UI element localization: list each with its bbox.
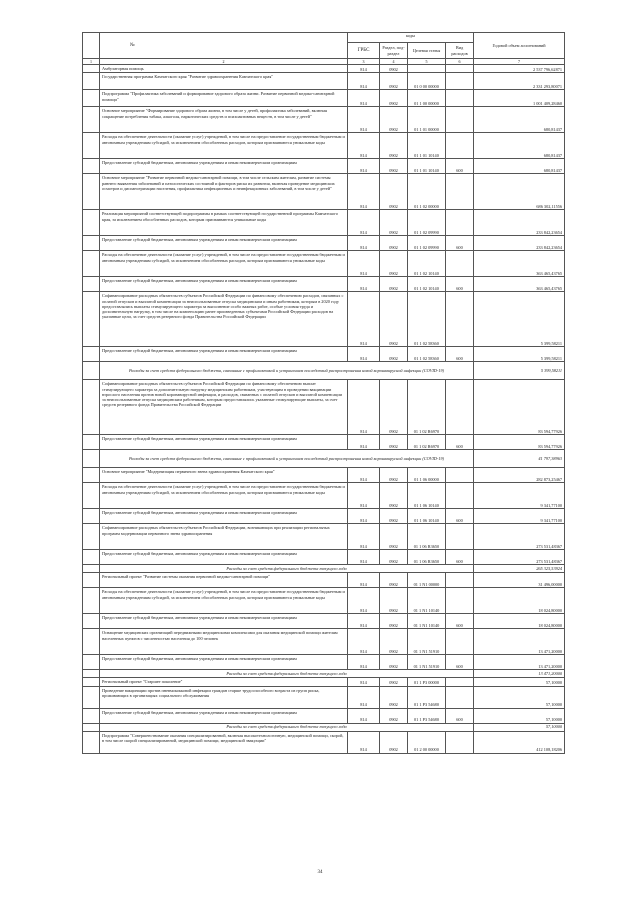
row-exp-type bbox=[446, 678, 474, 686]
row-amount: 233 842,23654 bbox=[474, 236, 565, 251]
row-grbs: 814 bbox=[348, 292, 380, 347]
note-row bbox=[83, 565, 565, 573]
row-num-cell bbox=[83, 686, 100, 708]
row-exp-type: 600 bbox=[446, 509, 474, 524]
row-exp-type: 600 bbox=[446, 159, 474, 174]
row-num-cell bbox=[83, 277, 100, 292]
row-amount: 9 341,77100 bbox=[474, 509, 565, 524]
row-amount: 5 399,58211 bbox=[474, 347, 565, 362]
row-target: 01 1 00 00000 bbox=[408, 90, 446, 107]
table-row bbox=[83, 629, 565, 655]
row-num-cell bbox=[83, 73, 100, 90]
header-grbs: ГРБС bbox=[348, 43, 380, 59]
note-text: Расходы за счет средств федерального бюджета текущего года bbox=[100, 670, 474, 678]
row-name: Предоставление субсидий бюджетным, автономным учреждениям и иным некоммерческим организациям bbox=[100, 655, 348, 670]
row-section: 0902 bbox=[380, 524, 408, 550]
column-index: 7 bbox=[474, 59, 565, 65]
row-target: 01 1 02 09990 bbox=[408, 210, 446, 236]
row-exp-type: 600 bbox=[446, 347, 474, 362]
row-grbs: 814 bbox=[348, 708, 380, 723]
note-amount: 265 325,53924 bbox=[474, 565, 565, 573]
row-target: 01 1 02 R6970 bbox=[408, 435, 446, 450]
row-grbs: 814 bbox=[348, 524, 380, 550]
row-name: Основное мероприятие "Формирование здорового образа жизни, в том числе у детей, профилактика заболеваний, включая сокращение потребления табака, алкоголя, наркотических средств и психоактивных веществ, в том числе у детей" bbox=[100, 107, 348, 133]
row-grbs: 814 bbox=[348, 65, 380, 73]
column-index: 3 bbox=[348, 59, 380, 65]
row-name: Предоставление субсидий бюджетным, автономным учреждениям и иным некоммерческим организациям bbox=[100, 347, 348, 362]
row-section: 0902 bbox=[380, 708, 408, 723]
row-num-cell bbox=[83, 450, 100, 468]
row-target: 01 1 01 00000 bbox=[408, 107, 446, 133]
row-target: 01 1 P3 54680 bbox=[408, 686, 446, 708]
note-row bbox=[83, 450, 565, 468]
row-grbs: 814 bbox=[348, 483, 380, 509]
row-grbs: 814 bbox=[348, 468, 380, 483]
row-section: 0902 bbox=[380, 614, 408, 629]
row-amount: 273 531,48367 bbox=[474, 524, 565, 550]
row-num-cell bbox=[83, 90, 100, 107]
note-amount: 13 471,20000 bbox=[474, 670, 565, 678]
row-section: 0902 bbox=[380, 65, 408, 73]
row-target: 01 1 P3 00000 bbox=[408, 678, 446, 686]
row-num-cell bbox=[83, 670, 100, 678]
table-row bbox=[83, 107, 565, 133]
header-amount: Годовой объем ассигнований bbox=[474, 33, 565, 59]
note-text: Расходы за счет средств федерального бюджета, связанные с профилактикой и устранением последствий распространения новой коронавирусной инфекции (COVID-19) bbox=[100, 362, 474, 380]
table-row bbox=[83, 550, 565, 565]
table-row bbox=[83, 251, 565, 277]
note-amount: 5 399,58211 bbox=[474, 362, 565, 380]
row-exp-type bbox=[446, 65, 474, 73]
table-row bbox=[83, 524, 565, 550]
table-row bbox=[83, 292, 565, 347]
row-exp-type bbox=[446, 210, 474, 236]
row-name: Оснащение медицинских организаций передвижными медицинскими комплексами для оказания медицинской помощи жителям населенных пунктов с численностью населения до 100 человек bbox=[100, 629, 348, 655]
note-amount: 41 797,38963 bbox=[474, 450, 565, 468]
row-section: 0902 bbox=[380, 347, 408, 362]
row-grbs: 814 bbox=[348, 380, 380, 435]
table-row bbox=[83, 159, 565, 174]
row-num-cell bbox=[83, 588, 100, 614]
row-target: 01 1 N1 51910 bbox=[408, 655, 446, 670]
row-exp-type bbox=[446, 174, 474, 210]
row-exp-type: 600 bbox=[446, 614, 474, 629]
row-amount: 2 331 293,80071 bbox=[474, 73, 565, 90]
table-row bbox=[83, 655, 565, 670]
row-exp-type: 600 bbox=[446, 708, 474, 723]
row-name: Предоставление субсидий бюджетным, автономным учреждениям и иным некоммерческим организациям bbox=[100, 708, 348, 723]
row-grbs: 814 bbox=[348, 159, 380, 174]
row-section: 0902 bbox=[380, 236, 408, 251]
table-row bbox=[83, 133, 565, 159]
table-header bbox=[83, 33, 565, 65]
row-name: Государственная программа Камчатского края "Развитие здравоохранения Камчатского края" bbox=[100, 73, 348, 90]
row-name: Софинансирование расходных обязательств субъектов Российской Федерации по финансовому обеспечению выплат стимулирующего характера за дополнительную нагрузку медицинским работникам, участвующим в проведении вакцинации взрослого населения против новой коронавирусной инфекции, и расходов, связанных с оплатой отпусков и выплатой компенсации за неиспользованные отпуска медицинским работникам, которым предоставлялись указанные стимулирующие выплаты, за счет средств резервного фонда Правительства Российской Федерации bbox=[100, 380, 348, 435]
row-section: 0902 bbox=[380, 573, 408, 588]
row-target: 01 1 P3 54680 bbox=[408, 708, 446, 723]
row-section: 0902 bbox=[380, 107, 408, 133]
row-name: Расходы на обеспечение деятельности (оказание услуг) учреждений, в том числе на предоставление государственным бюджетным и автономным учреждениям субсидий, за исключением обособленных расходов, которым присваиваются уникальные коды bbox=[100, 588, 348, 614]
row-exp-type: 600 bbox=[446, 655, 474, 670]
row-name: Региональный проект "Старшее поколение" bbox=[100, 678, 348, 686]
row-num-cell bbox=[83, 210, 100, 236]
row-amount: 18 024,80000 bbox=[474, 614, 565, 629]
row-target: 01 1 06 00000 bbox=[408, 468, 446, 483]
row-amount: 412 108,18206 bbox=[474, 731, 565, 753]
row-grbs: 814 bbox=[348, 588, 380, 614]
column-index: 2 bbox=[100, 59, 348, 65]
row-num-cell bbox=[83, 629, 100, 655]
row-amount: 31 496,00000 bbox=[474, 573, 565, 588]
row-grbs: 814 bbox=[348, 90, 380, 107]
budget-table bbox=[82, 32, 565, 754]
row-num-cell bbox=[83, 708, 100, 723]
row-exp-type bbox=[446, 588, 474, 614]
row-target: 01 2 00 00000 bbox=[408, 731, 446, 753]
table-row bbox=[83, 347, 565, 362]
row-name: Расходы на обеспечение деятельности (оказание услуг) учреждений, в том числе на предоставление государственным бюджетным и автономным учреждениям субсидий, за исключением обособленных расходов, которым присваиваются уникальные коды bbox=[100, 251, 348, 277]
row-amount: 5 399,58211 bbox=[474, 292, 565, 347]
row-grbs: 814 bbox=[348, 210, 380, 236]
row-name: Региональный проект "Развитие системы оказания первичной медико-санитарной помощи" bbox=[100, 573, 348, 588]
row-target: 01 1 02 10140 bbox=[408, 251, 446, 277]
table-row bbox=[83, 65, 565, 73]
row-name: Амбулаторная помощь bbox=[100, 65, 348, 73]
row-amount: 233 842,23654 bbox=[474, 210, 565, 236]
row-grbs: 814 bbox=[348, 107, 380, 133]
row-num-cell bbox=[83, 723, 100, 731]
row-amount: 13 471,20000 bbox=[474, 629, 565, 655]
column-index: 4 bbox=[380, 59, 408, 65]
note-row bbox=[83, 362, 565, 380]
row-name: Предоставление субсидий бюджетным, автономным учреждениям и иным некоммерческим организациям bbox=[100, 277, 348, 292]
row-name: Софинансирование расходных обязательств субъектов Российской Федерации, возникающих при реализации региональных программ модернизации первичного звена здравоохранения bbox=[100, 524, 348, 550]
row-grbs: 814 bbox=[348, 277, 380, 292]
row-target: 01 1 N1 51910 bbox=[408, 629, 446, 655]
row-exp-type: 600 bbox=[446, 277, 474, 292]
row-num-cell bbox=[83, 347, 100, 362]
row-exp-type bbox=[446, 731, 474, 753]
column-index: 1 bbox=[83, 59, 100, 65]
row-grbs: 814 bbox=[348, 73, 380, 90]
row-exp-type bbox=[446, 468, 474, 483]
row-exp-type bbox=[446, 380, 474, 435]
row-num-cell bbox=[83, 731, 100, 753]
row-exp-type: 600 bbox=[446, 550, 474, 565]
row-num-cell bbox=[83, 236, 100, 251]
row-num-cell bbox=[83, 573, 100, 588]
row-grbs: 814 bbox=[348, 133, 380, 159]
row-num-cell bbox=[83, 251, 100, 277]
row-section: 0902 bbox=[380, 210, 408, 236]
row-amount: 680,81437 bbox=[474, 159, 565, 174]
row-num-cell bbox=[83, 565, 100, 573]
row-amount: 57,10000 bbox=[474, 686, 565, 708]
row-num-cell bbox=[83, 483, 100, 509]
row-amount: 273 531,48367 bbox=[474, 550, 565, 565]
note-text: Расходы за счет средств федерального бюджета текущего года bbox=[100, 723, 474, 731]
table-row bbox=[83, 236, 565, 251]
row-grbs: 814 bbox=[348, 731, 380, 753]
row-num-cell bbox=[83, 550, 100, 565]
row-amount: 57,10000 bbox=[474, 708, 565, 723]
row-name: Предоставление субсидий бюджетным, автономным учреждениям и иным некоммерческим организациям bbox=[100, 236, 348, 251]
row-amount: 363 465,43765 bbox=[474, 277, 565, 292]
row-num-cell bbox=[83, 159, 100, 174]
row-name: Предоставление субсидий бюджетным, автономным учреждениям и иным некоммерческим организациям bbox=[100, 159, 348, 174]
row-grbs: 814 bbox=[348, 251, 380, 277]
header-target: Целевая статья bbox=[408, 43, 446, 59]
row-num-cell bbox=[83, 509, 100, 524]
table-row bbox=[83, 483, 565, 509]
row-grbs: 814 bbox=[348, 174, 380, 210]
row-name: Софинансирование расходных обязательств субъектов Российской Федерации по финансовому обеспечению расходов, связанных с оплатой отпусков и выплатой компенсации за неиспользованные отпуска медицинским и иным работникам, которым в 2020 году предоставлялись выплаты стимулирующего характера за выполнение особо важных работ, особые условия труда и дополнительную нагрузку, в том числе на компенсацию ранее произведенных субъектами Российской Федерации расходов на указанные цели, за счет средств резервного фонда Правительства Российской Федерации bbox=[100, 292, 348, 347]
row-grbs: 814 bbox=[348, 614, 380, 629]
row-amount: 282 873,25467 bbox=[474, 468, 565, 483]
row-name: Предоставление субсидий бюджетным, автономным учреждениям и иным некоммерческим организациям bbox=[100, 550, 348, 565]
row-num-cell bbox=[83, 468, 100, 483]
row-section: 0902 bbox=[380, 509, 408, 524]
row-name: Реализация мероприятий соответствующей подпрограммы в рамках соответствующей государственной программы Камчатского края, за исключением обособленных расходов, которым присваиваются уникальные коды bbox=[100, 210, 348, 236]
row-section: 0902 bbox=[380, 731, 408, 753]
row-name: Расходы на обеспечение деятельности (оказание услуг) учреждений, в том числе на предоставление государственным бюджетным и автономным учреждениям субсидий, за исключением обособленных расходов, которым присваиваются уникальные коды bbox=[100, 133, 348, 159]
header-exp-type: Вид расходов bbox=[446, 43, 474, 59]
row-amount: 680,81437 bbox=[474, 107, 565, 133]
note-amount: 57,10000 bbox=[474, 723, 565, 731]
row-section: 0902 bbox=[380, 133, 408, 159]
row-section: 0902 bbox=[380, 686, 408, 708]
row-section: 0902 bbox=[380, 550, 408, 565]
row-amount: 13 471,20000 bbox=[474, 655, 565, 670]
row-target: 01 1 N1 10140 bbox=[408, 588, 446, 614]
note-row bbox=[83, 723, 565, 731]
table-row bbox=[83, 573, 565, 588]
row-target bbox=[408, 65, 446, 73]
row-num-cell bbox=[83, 435, 100, 450]
row-num-cell bbox=[83, 174, 100, 210]
page-number: 34 bbox=[317, 870, 323, 875]
row-section: 0902 bbox=[380, 292, 408, 347]
row-section: 0902 bbox=[380, 159, 408, 174]
row-name: Расходы на обеспечение деятельности (оказание услуг) учреждений, в том числе на предоставление государственным бюджетным и автономным учреждениям субсидий, за исключением обособленных расходов, которым присваиваются уникальные коды bbox=[100, 483, 348, 509]
row-amount: 1 001 409,28460 bbox=[474, 90, 565, 107]
row-amount: 686 302,11556 bbox=[474, 174, 565, 210]
row-target: 01 1 06 10140 bbox=[408, 483, 446, 509]
row-section: 0902 bbox=[380, 588, 408, 614]
row-exp-type: 600 bbox=[446, 435, 474, 450]
row-exp-type bbox=[446, 133, 474, 159]
header-codes: коды bbox=[348, 33, 474, 43]
row-target: 01 1 02 58360 bbox=[408, 347, 446, 362]
row-num-cell bbox=[83, 133, 100, 159]
row-name: Предоставление субсидий бюджетным, автономным учреждениям и иным некоммерческим организациям bbox=[100, 614, 348, 629]
row-amount: 18 024,80000 bbox=[474, 588, 565, 614]
row-target: 01 1 01 10140 bbox=[408, 133, 446, 159]
row-grbs: 814 bbox=[348, 629, 380, 655]
row-name: Проведение вакцинации против пневмококковой инфекции граждан старше трудоспособного возраста из групп риска, проживающих в организациях социального обслуживания bbox=[100, 686, 348, 708]
row-target: 01 1 02 10140 bbox=[408, 277, 446, 292]
row-num-cell bbox=[83, 678, 100, 686]
row-section: 0902 bbox=[380, 90, 408, 107]
row-exp-type bbox=[446, 292, 474, 347]
row-exp-type: 600 bbox=[446, 236, 474, 251]
row-target: 01 1 02 R6970 bbox=[408, 380, 446, 435]
row-grbs: 814 bbox=[348, 509, 380, 524]
row-exp-type bbox=[446, 629, 474, 655]
row-exp-type bbox=[446, 524, 474, 550]
row-section: 0902 bbox=[380, 678, 408, 686]
row-section: 0902 bbox=[380, 435, 408, 450]
row-section: 0902 bbox=[380, 483, 408, 509]
table-row bbox=[83, 210, 565, 236]
row-grbs: 814 bbox=[348, 678, 380, 686]
header-section: Раздел, под-раздел bbox=[380, 43, 408, 59]
row-exp-type bbox=[446, 573, 474, 588]
header-num-symbol: № bbox=[100, 33, 348, 59]
row-section: 0902 bbox=[380, 251, 408, 277]
column-index: 5 bbox=[408, 59, 446, 65]
row-grbs: 814 bbox=[348, 236, 380, 251]
row-num-cell bbox=[83, 292, 100, 347]
row-grbs: 814 bbox=[348, 550, 380, 565]
row-num-cell bbox=[83, 362, 100, 380]
row-grbs: 814 bbox=[348, 655, 380, 670]
row-amount: 2 537 796,62871 bbox=[474, 65, 565, 73]
row-target: 01 1 06 10140 bbox=[408, 509, 446, 524]
table-row bbox=[83, 73, 565, 90]
row-target: 01 1 01 10140 bbox=[408, 159, 446, 174]
row-section: 0902 bbox=[380, 629, 408, 655]
row-exp-type bbox=[446, 483, 474, 509]
budget-document bbox=[82, 32, 564, 754]
row-amount: 363 465,43765 bbox=[474, 251, 565, 277]
row-num-cell bbox=[83, 614, 100, 629]
row-amount: 83 594,77926 bbox=[474, 435, 565, 450]
row-target: 01 1 02 58360 bbox=[408, 292, 446, 347]
row-grbs: 814 bbox=[348, 573, 380, 588]
table-row bbox=[83, 731, 565, 753]
row-section: 0902 bbox=[380, 655, 408, 670]
row-exp-type bbox=[446, 251, 474, 277]
header-num bbox=[83, 33, 100, 59]
row-target: 01 1 02 00000 bbox=[408, 174, 446, 210]
row-section: 0902 bbox=[380, 468, 408, 483]
row-num-cell bbox=[83, 524, 100, 550]
table-row bbox=[83, 277, 565, 292]
row-exp-type bbox=[446, 107, 474, 133]
table-row bbox=[83, 468, 565, 483]
row-section: 0902 bbox=[380, 73, 408, 90]
row-grbs: 814 bbox=[348, 686, 380, 708]
row-target: 01 1 02 09990 bbox=[408, 236, 446, 251]
row-name: Подпрограмма "Совершенствование оказания специализированной, включая высокотехнологичную, медицинской помощи, скорой, в том числе скорой специализированной, медицинской помощи, медицинской эвакуации" bbox=[100, 731, 348, 753]
row-num-cell bbox=[83, 107, 100, 133]
row-section: 0902 bbox=[380, 277, 408, 292]
row-grbs: 814 bbox=[348, 347, 380, 362]
row-exp-type bbox=[446, 90, 474, 107]
row-name: Предоставление субсидий бюджетным, автономным учреждениям и иным некоммерческим организациям bbox=[100, 435, 348, 450]
row-section: 0902 bbox=[380, 380, 408, 435]
row-amount: 9 341,77100 bbox=[474, 483, 565, 509]
row-name: Основное мероприятие "Модернизация первичного звена здравоохранения Камчатского края" bbox=[100, 468, 348, 483]
row-amount: 57,10000 bbox=[474, 678, 565, 686]
table-row bbox=[83, 509, 565, 524]
table-row bbox=[83, 708, 565, 723]
note-text: Расходы за счет средств федерального бюджета, связанные с профилактикой и устранением последствий распространения новой коронавирусной инфекции (COVID-19) bbox=[100, 450, 474, 468]
table-row bbox=[83, 174, 565, 210]
row-name: Предоставление субсидий бюджетным, автономным учреждениям и иным некоммерческим организациям bbox=[100, 509, 348, 524]
table-row bbox=[83, 678, 565, 686]
row-target: 01 0 00 00000 bbox=[408, 73, 446, 90]
row-target: 01 1 06 R3650 bbox=[408, 524, 446, 550]
row-num-cell bbox=[83, 655, 100, 670]
row-target: 01 1 N1 10140 bbox=[408, 614, 446, 629]
table-row bbox=[83, 380, 565, 435]
note-text: Расходы за счет средств федерального бюджета текущего года bbox=[100, 565, 474, 573]
row-name: Подпрограмма "Профилактика заболеваний и формирование здорового образа жизни. Развитие первичной медико-санитарной помощи" bbox=[100, 90, 348, 107]
row-target: 01 1 N1 00000 bbox=[408, 573, 446, 588]
note-row bbox=[83, 670, 565, 678]
row-target: 01 1 06 R3650 bbox=[408, 550, 446, 565]
table-row bbox=[83, 588, 565, 614]
row-grbs: 814 bbox=[348, 435, 380, 450]
row-section: 0902 bbox=[380, 174, 408, 210]
table-row bbox=[83, 90, 565, 107]
row-name: Основное мероприятие "Развитие первичной медико-санитарной помощи, в том числе сельским жителям, развитие системы раннего выявления заболеваний и патологических состояний и факторов риска их развития, включая проведение медицинских осмотров и диспансеризации населения, профилактика инфекционных и неинфекционных заболеваний, в том числе у детей" bbox=[100, 174, 348, 210]
table-row bbox=[83, 686, 565, 708]
row-exp-type bbox=[446, 686, 474, 708]
row-num-cell bbox=[83, 65, 100, 73]
row-num-cell bbox=[83, 380, 100, 435]
row-amount: 83 594,77926 bbox=[474, 380, 565, 435]
table-body bbox=[83, 65, 565, 754]
table-row bbox=[83, 435, 565, 450]
row-exp-type bbox=[446, 73, 474, 90]
table-row bbox=[83, 614, 565, 629]
column-index: 6 bbox=[446, 59, 474, 65]
row-amount: 680,81437 bbox=[474, 133, 565, 159]
